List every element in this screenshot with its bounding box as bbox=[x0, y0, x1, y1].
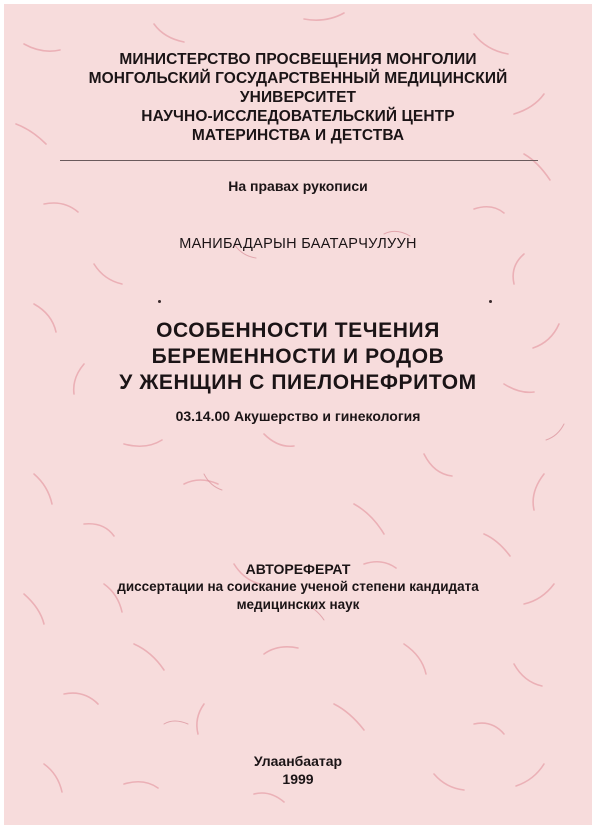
title-line: ОСОБЕННОСТИ ТЕЧЕНИЯ bbox=[156, 319, 440, 342]
abstract-line: медицинских наук bbox=[236, 597, 360, 612]
university-line: МОНГОЛЬСКИЙ ГОСУДАРСТВЕННЫЙ МЕДИЦИНСКИЙ bbox=[88, 70, 508, 87]
abstract-line: диссертации на соискание ученой степени кандидата bbox=[117, 579, 479, 594]
speck-dot bbox=[489, 300, 492, 303]
imprint bbox=[4, 752, 592, 788]
year: 1999 bbox=[282, 771, 314, 787]
abstract-block bbox=[4, 560, 592, 614]
city: Улаанбаатар bbox=[253, 753, 343, 769]
research-center-line: НАУЧНО-ИССЛЕДОВАТЕЛЬСКИЙ ЦЕНТР bbox=[141, 108, 455, 125]
specialty-code: 03.14.00 Акушерство и гинекология bbox=[175, 408, 421, 424]
research-center-line-cont: МАТЕРИНСТВА И ДЕТСТВА bbox=[191, 127, 405, 144]
scan-margin bbox=[592, 0, 600, 829]
ministry-line: МИНИСТЕРСТВО ПРОСВЕЩЕНИЯ МОНГОЛИИ bbox=[119, 51, 477, 68]
header-divider bbox=[60, 160, 538, 161]
title-line: БЕРЕМЕННОСТИ И РОДОВ bbox=[151, 345, 445, 368]
organization-block bbox=[4, 50, 592, 145]
speck-dot bbox=[158, 300, 161, 303]
title-line: У ЖЕНЩИН С ПИЕЛОНЕФРИТОМ bbox=[119, 371, 477, 394]
university-line-cont: УНИВЕРСИТЕТ bbox=[239, 89, 357, 106]
abstract-heading: АВТОРЕФЕРАТ bbox=[245, 561, 351, 577]
cover-page bbox=[4, 4, 592, 825]
dissertation-title bbox=[4, 318, 592, 396]
author-name: МАНИБАДАРЫН БААТАРЧУЛУУН bbox=[179, 236, 417, 252]
manuscript-note: На правах рукописи bbox=[228, 178, 368, 194]
